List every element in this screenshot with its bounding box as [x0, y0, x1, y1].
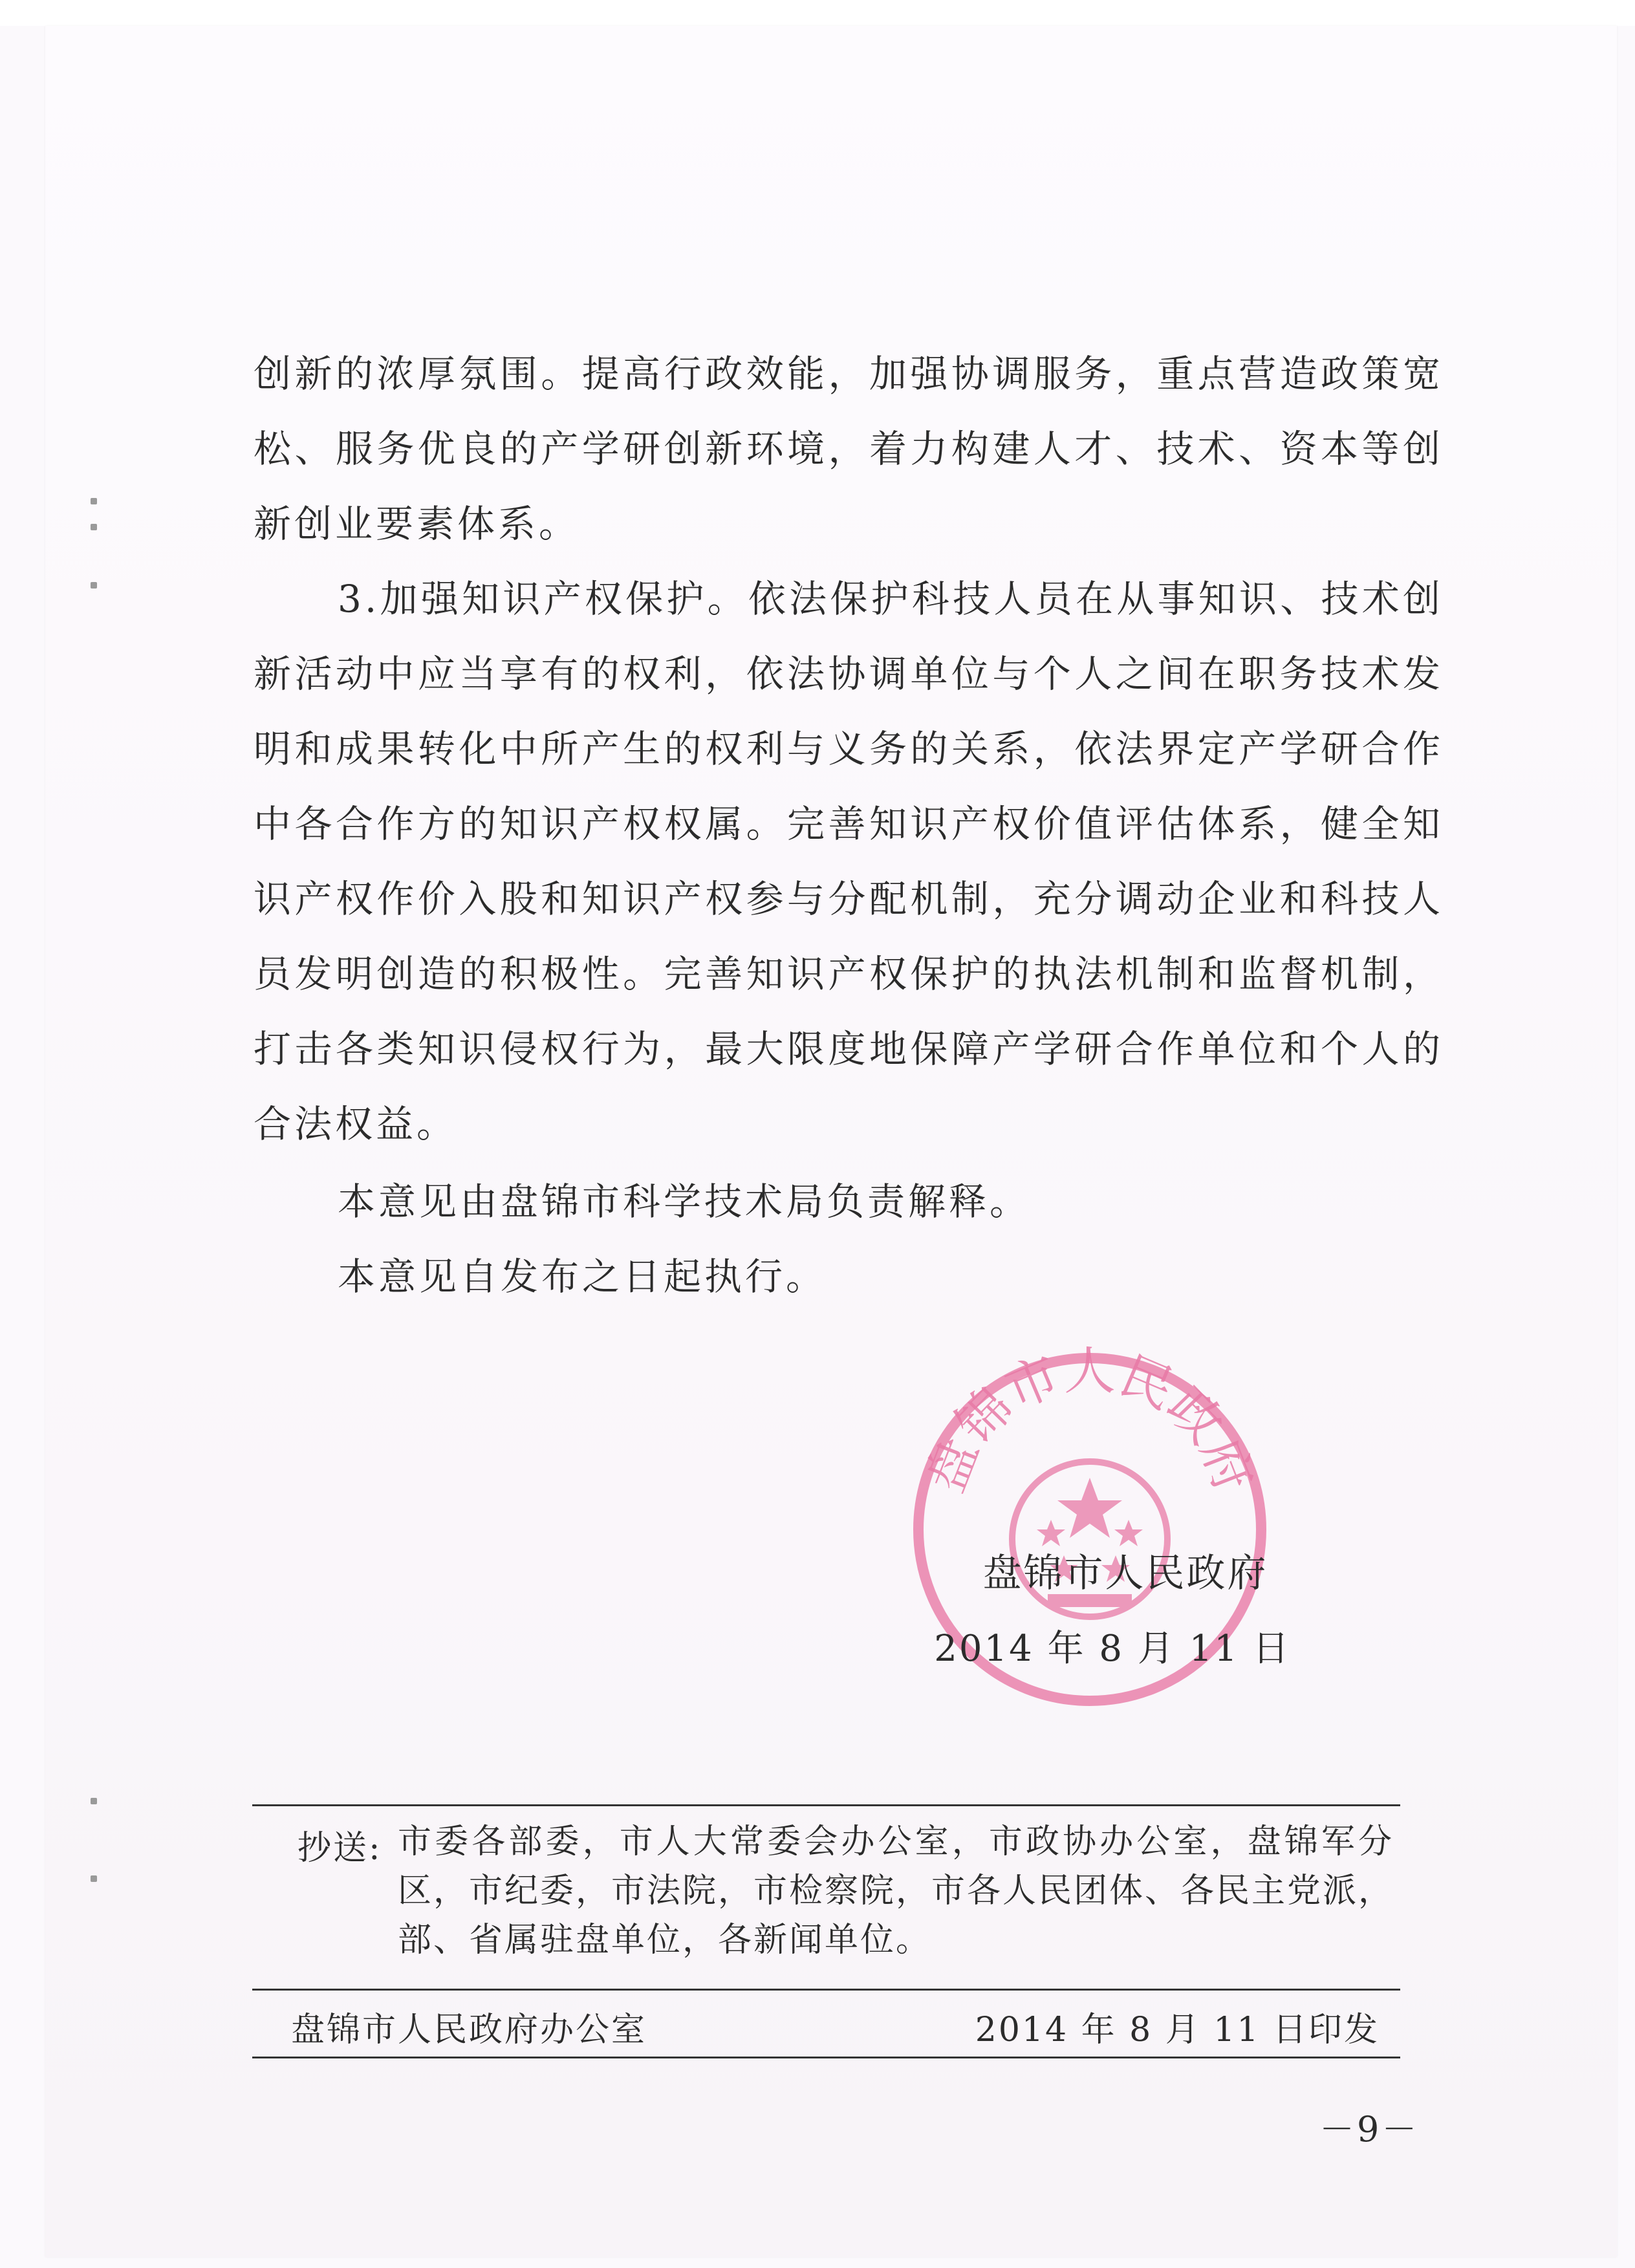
body-paragraph-3: 3.加强知识产权保护。依法保护科技人员在从事知识、技术创新活动中应当享有的权利，依法协调单位与个人之间在职务技术发明和成果转化中所产生的权利与义务的关系，依法界定产学研合作中各合作方的知识产权权属。完善知识产权价值评估体系，健全知识产权作价入股和知识产权参与分配机制，充分调动企业和科技人员发明创造的积极性。完善知识产权保护的执法机制和监督机制，打击各类知识侵权行为，最大限度地保障产学研合作单位和个人的合法权益。	[254, 577, 1444, 1146]
punch-hole-mark	[91, 582, 97, 589]
punch-hole-mark	[91, 1798, 97, 1804]
scan-top-margin	[0, 0, 1635, 26]
effective-clause: 本意见自发布之日起执行。	[338, 1255, 827, 1299]
punch-hole-mark	[91, 524, 97, 530]
closing-statements	[254, 1164, 1444, 1314]
interpretation-clause: 本意见由盘锦市科学技术局负责解释。	[338, 1180, 1031, 1224]
page-number: －9－	[1319, 2109, 1420, 2150]
signature-organization: 盘锦市人民政府	[982, 1551, 1268, 1596]
body-paragraph-continuation: 创新的浓厚氛围。提高行政效能，加强协调服务，重点营造政策宽松、服务优良的产学研创新环境，着力构建人才、技术、资本等创新创业要素体系。	[254, 352, 1444, 546]
punch-hole-mark	[91, 1875, 97, 1882]
seal-text: 盘锦市人民政府	[915, 1345, 1264, 1500]
punch-hole-mark	[91, 498, 97, 504]
divider-bottom	[252, 2057, 1400, 2058]
footer-issue-date: 2014 年 8 月 11 日印发	[975, 2011, 1380, 2049]
signature-date: 2014 年 8 月 11 日	[934, 1628, 1291, 1670]
document-body	[254, 336, 1444, 1161]
divider-top	[252, 1804, 1400, 1806]
cc-recipients: 市委各部委，市人大常委会办公室，市政协办公室，盘锦军分区，市纪委，市法院，市检察院，市各人民团体、各民主党派，部、省属驻盘单位，各新闻单位。	[398, 1822, 1394, 1960]
divider-middle	[252, 1989, 1400, 1991]
footer-issuer: 盘锦市人民政府办公室	[291, 2011, 647, 2049]
cc-label: 抄送:	[298, 1829, 382, 1868]
